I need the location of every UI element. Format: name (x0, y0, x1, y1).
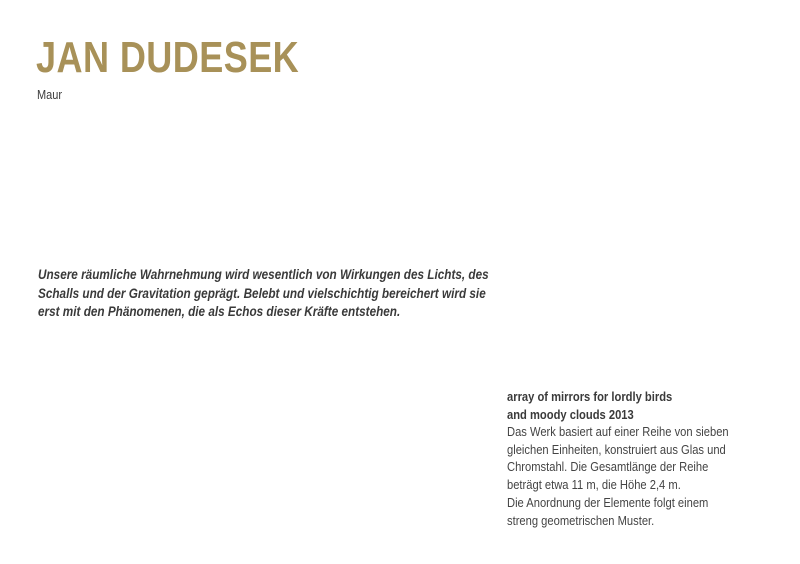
artwork-description-line: Das Werk basiert auf einer Reihe von sieben (507, 424, 729, 439)
artwork-description-line: beträgt etwa 11 m, die Höhe 2,4 m. (507, 477, 681, 493)
artwork-description-line: Die Anordnung der Elemente folgt einem (507, 494, 709, 510)
artwork-title-line: and moody clouds 2013 (507, 406, 634, 422)
artwork-title-line: array of mirrors for lordly birds (507, 389, 673, 404)
intro-paragraph (38, 266, 489, 322)
artwork-description-line: gleichen Einheiten, konstruiert aus Glas und (507, 441, 726, 457)
intro-line: erst mit den Phänomenen, die als Echos dieser Kräfte entstehen. (38, 304, 401, 320)
artwork-description-line: Chromstahl. Die Gesamtlänge der Reihe (507, 459, 709, 475)
artist-location: Maur (37, 88, 63, 102)
intro-line: Schalls und der Gravitation geprägt. Belebt und vielschichtig bereichert wird sie (38, 285, 486, 301)
intro-line: Unsere räumliche Wahrnehmung wird wesentlich von Wirkungen des Lichts, des (38, 267, 489, 282)
artwork-caption (507, 388, 765, 529)
artwork-description-line: streng geometrischen Muster. (507, 512, 655, 528)
artist-name-heading: JAN DUDESEK (36, 33, 300, 82)
